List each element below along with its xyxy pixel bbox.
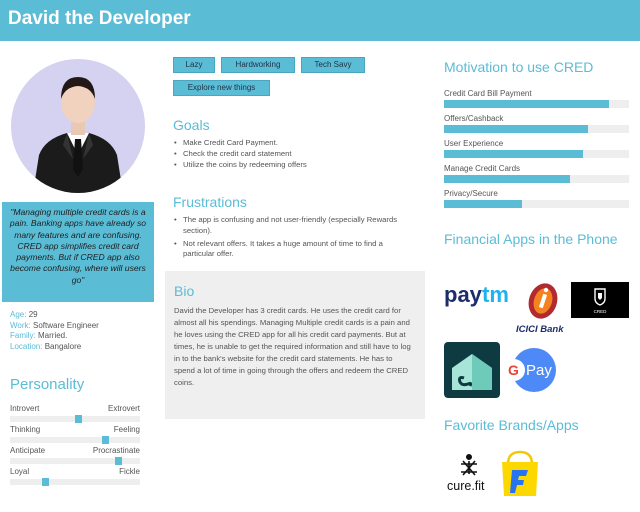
curefit-logo (446, 452, 494, 499)
goals-heading: Goals (173, 117, 210, 133)
avatar (11, 59, 145, 193)
fact-location: Location: Bangalore (10, 341, 82, 351)
trait-slider-knob (102, 436, 109, 444)
financial-apps-heading: Financial Apps in the Phone (444, 231, 618, 247)
smallcase-logo (444, 342, 500, 403)
frustration-item: • Not relevant offers. It takes a huge amount of time to find a particular offer. (173, 239, 413, 261)
paytm-logo-text-1: pay (444, 282, 482, 307)
motivation-bar (444, 125, 588, 133)
tag-explore-new-things: Explore new things (173, 80, 270, 96)
motivation-offers-cashback: Offers/Cashback (444, 114, 629, 123)
google-pay-logo (500, 342, 556, 403)
goal-item: • Utilize the coins by redeeming offers (173, 160, 413, 171)
motivation-bar (444, 150, 583, 158)
motivation-bar (444, 100, 609, 108)
trait-slider-knob (42, 478, 49, 486)
goal-item: • Check the credit card statement (173, 149, 413, 160)
goal-item: • Make Credit Card Payment. (173, 138, 413, 149)
paytm-logo-text-2: tm (482, 282, 509, 307)
google-g-glyph: G (508, 362, 519, 378)
header-bar (0, 0, 640, 41)
bio-panel (165, 271, 425, 419)
fact-family: Family: Married. (10, 331, 68, 341)
svg-text:ICICI Bank: ICICI Bank (516, 324, 564, 334)
motivation-credit-card-bill-payment: Credit Card Bill Payment (444, 89, 629, 98)
motivation-bar (444, 200, 522, 208)
trait-slider-knob (115, 457, 122, 465)
paytm-logo (444, 280, 514, 315)
fact-work: Work: Software Engineer (10, 320, 99, 330)
svg-text:cure.fit: cure.fit (447, 479, 485, 493)
bio-text: David the Developer has 3 credit cards. He uses the credit card for almost all his spendings. Managing Multiple credit cards is a pain and he loves using the CRED app for all his credit card payments. But at times, he is unable to get the required information and still have to log in to the bank's website for the credit card statements. He has to spend a lot of time in going through the offers and redeem the CRED coins. (174, 306, 411, 387)
svg-text:Pay: Pay (526, 362, 552, 379)
motivation-bar (444, 175, 570, 183)
motivation-privacy-secure: Privacy/Secure (444, 189, 629, 198)
goals-list (173, 138, 413, 170)
persona-quote: "Managing multiple credit cards is a pain. Banking apps have already so many features and are confusing. CRED app simplifies credit card payments. But if CRED app also become confusing, where will users go" (2, 202, 154, 302)
frustrations-heading: Frustrations (173, 194, 247, 210)
persona-facts (10, 310, 99, 352)
tag-lazy: Lazy (173, 57, 215, 73)
motivation-user-experience: User Experience (444, 139, 629, 148)
icici-bank-logo (515, 282, 571, 339)
tag-hardworking: Hardworking (221, 57, 295, 73)
tag-tech-savy: Tech Savy (301, 57, 365, 73)
fact-age: Age: 29 (10, 310, 38, 319)
favorite-brands-heading: Favorite Brands/Apps (444, 417, 579, 433)
frustration-item: • The app is confusing and not user-friendly (especially Rewards section). (173, 215, 413, 237)
motivation-manage-credit-cards: Manage Credit Cards (444, 164, 629, 173)
bio-heading: Bio (174, 283, 195, 299)
motivation-heading: Motivation to use CRED (444, 59, 594, 75)
personality-heading: Personality (10, 376, 85, 393)
trait-slider-knob (75, 415, 82, 423)
flipkart-logo (498, 450, 542, 503)
frustrations-list (173, 215, 413, 260)
cred-logo (571, 282, 629, 318)
svg-text:CRED: CRED (593, 309, 607, 314)
page-title: David the Developer (8, 8, 191, 29)
